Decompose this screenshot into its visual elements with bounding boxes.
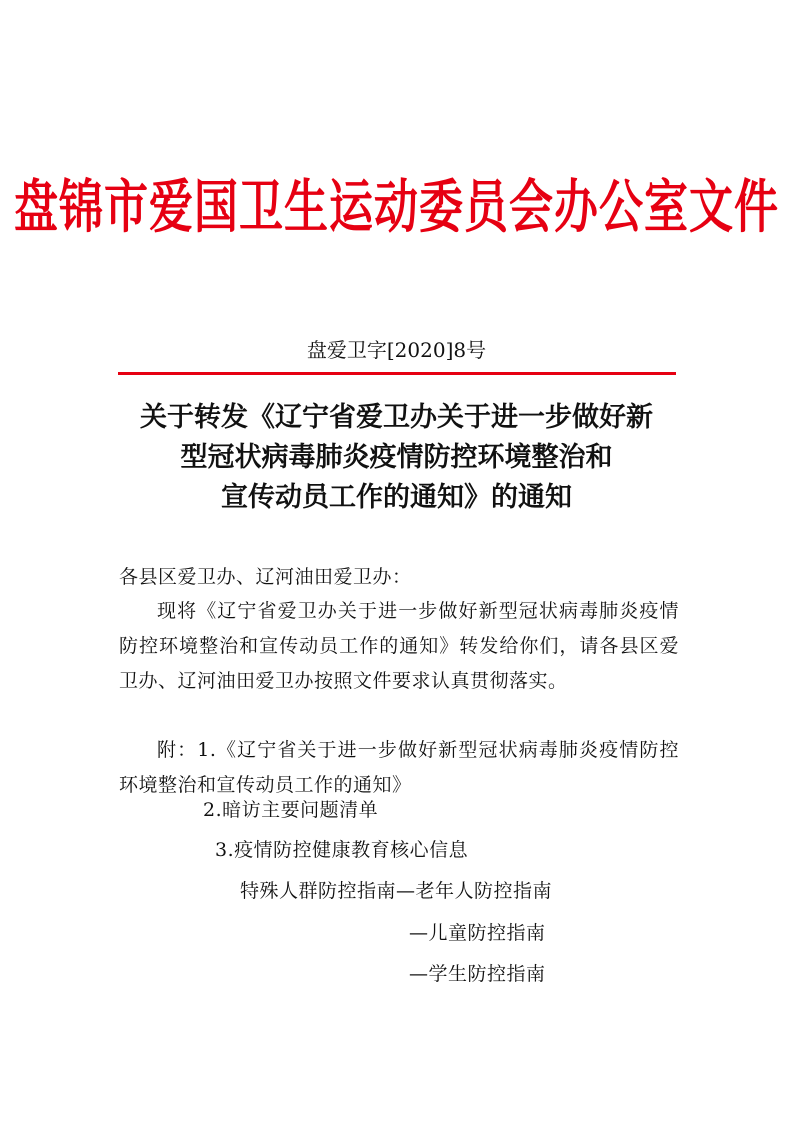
title-line-1: 关于转发《辽宁省爱卫办关于进一步做好新 (140, 402, 653, 433)
attachment-subitem-children: —儿童防控指南 (409, 922, 546, 944)
document-title (100, 398, 693, 518)
main-paragraph: 现将《辽宁省爱卫办关于进一步做好新型冠状病毒肺炎疫情防控环境整治和宣传动员工作的通知》转发给你们，请各县区爱卫办、辽河油田爱卫办按照文件要求认真贯彻落实。 (119, 600, 679, 692)
title-line-2: 型冠状病毒肺炎疫情防控环境整治和 (180, 442, 613, 473)
attachment-item-3: 3.疫情防控健康教育核心信息 (215, 839, 469, 861)
red-divider-line (118, 372, 676, 375)
title-line-3: 宣传动员工作的通知》的通知 (221, 482, 572, 513)
document-number: 盘爱卫字[2020]8号 (306, 338, 487, 362)
attachment-item-2: 2.暗访主要问题清单 (203, 799, 379, 821)
salutation: 各县区爱卫办、辽河油田爱卫办： (119, 566, 412, 588)
attachment-item-1: 附：1.《辽宁省关于进一步做好新型冠状病毒肺炎疫情防控环境整治和宣传动员工作的通知》 (119, 739, 679, 796)
issuer-title: 盘锦市爱国卫生运动委员会办公室文件 (14, 174, 779, 241)
attachment-subitem-elderly: 特殊人群防控指南—老年人防控指南 (240, 880, 553, 902)
attachment-subitem-students: —学生防控指南 (409, 963, 546, 985)
